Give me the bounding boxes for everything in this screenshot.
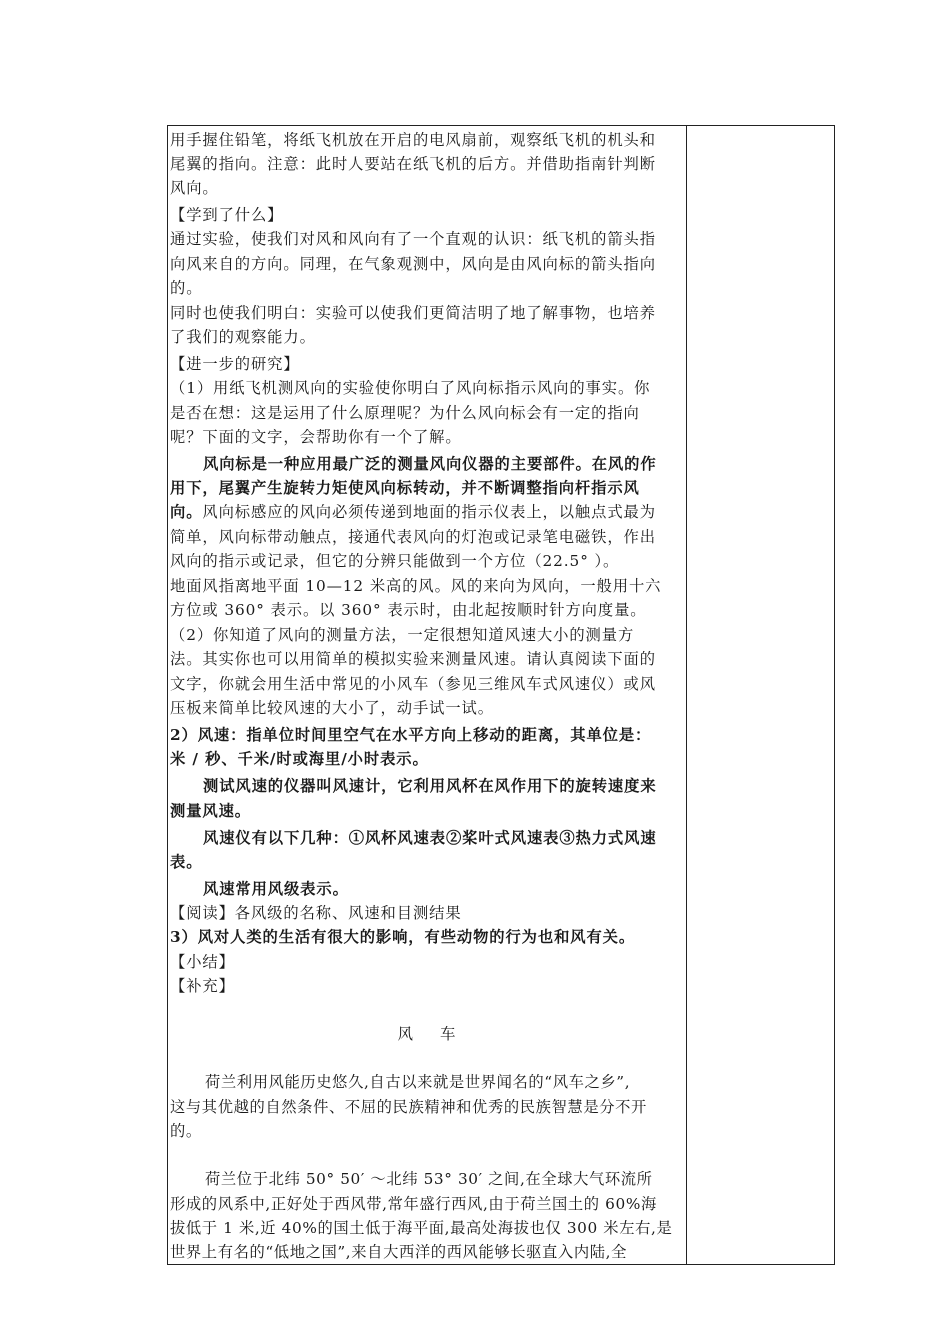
bold-text-line: 风速仪有以下几种：①风杯风速表②桨叶式风速表③热力式风速: [203, 829, 657, 847]
article-line: 荷兰位于北纬 50° 50′ ～北纬 53° 30′ 之间,在全球大气环流所: [205, 1170, 653, 1188]
text-line: 法。其实你也可以用简单的模拟实验来测量风速。请认真阅读下面的: [170, 650, 656, 668]
text-line: 文字，你就会用生活中常见的小风车（参见三维风车式风速仪）或风: [170, 675, 656, 693]
summary-heading: 【小结】: [170, 953, 235, 971]
text-line: （2）你知道了风向的测量方法，一定很想知道风速大小的测量方: [170, 626, 635, 644]
text-line: 风向。: [170, 179, 219, 197]
supplement-heading: 【补充】: [170, 977, 235, 995]
content-column: [168, 126, 686, 1264]
text-line: 压板来简单比较风速的大小了，动手试一试。: [170, 699, 494, 717]
text-line: 地面风指离地平面 10—12 米高的风。风的来向为风向，一般用十六: [170, 577, 662, 595]
bold-text-line: 用下，尾翼产生旋转力矩使风向标转动，并不断调整指向杆指示风: [170, 479, 640, 497]
bold-text-line: 测量风速。: [170, 802, 251, 820]
mixed-text-line: [170, 500, 656, 524]
text-line: 同时也使我们明白：实验可以使我们更简洁明了地了解事物，也培养: [170, 304, 656, 322]
bold-text-line: 表。: [170, 853, 203, 871]
text-line: （1）用纸飞机测风向的实验使你明白了风向标指示风向的事实。你: [170, 379, 651, 397]
section-heading-learned: 【学到了什么】: [170, 206, 284, 224]
lesson-table: [167, 125, 835, 1265]
bold-text-line: 3）风对人类的生活有很大的影响，有些动物的行为也和风有关。: [170, 928, 636, 946]
article-title: 风 车: [397, 1025, 457, 1043]
article-line: 世界上有名的“低地之国”,来自大西洋的西风能够长驱直入内陆,全: [170, 1243, 627, 1261]
text-line: 了我们的观察能力。: [170, 328, 316, 346]
bold-text-line: 风速常用风级表示。: [203, 880, 349, 898]
bold-text-line: 米 / 秒、千米/时或海里/小时表示。: [170, 750, 429, 768]
text-line: 是否在想：这是运用了什么原理呢？为什么风向标会有一定的指向: [170, 404, 640, 422]
bold-text-line: 2）风速：指单位时间里空气在水平方向上移动的距离，其单位是：: [170, 726, 652, 744]
text-fragment: 风向标感应的风向必须传递到地面的指示仪表上，以触点式最为: [202, 503, 656, 521]
text-line: 通过实验，使我们对风和风向有了一个直观的认识：纸飞机的箭头指: [170, 230, 656, 248]
bold-text-line: 测试风速的仪器叫风速计，它利用风杯在风作用下的旋转速度来: [203, 777, 657, 795]
text-line: 方位或 360° 表示。以 360° 表示时，由北起按顺时针方向度量。: [170, 601, 647, 619]
text-line: 的。: [170, 279, 203, 297]
bold-text-line: 风向标是一种应用最广泛的测量风向仪器的主要部件。在风的作: [203, 455, 657, 473]
text-line: 尾翼的指向。注意：此时人要站在纸飞机的后方。并借助指南针判断: [170, 155, 656, 173]
article-line: 这与其优越的自然条件、不屈的民族精神和优秀的民族智慧是分不开: [170, 1098, 647, 1116]
text-line: 风向的指示或记录，但它的分辨只能做到一个方位（22.5° ）。: [170, 552, 620, 570]
bold-fragment: 向。: [170, 503, 203, 521]
article-line: 荷兰利用风能历史悠久,自古以来就是世界闻名的“风车之乡”,: [205, 1073, 631, 1091]
article-line: 的。: [170, 1122, 202, 1140]
text-line: 简单，风向标带动触点，接通代表风向的灯泡或记录笔电磁铁，作出: [170, 528, 656, 546]
text-line: 用手握住铅笔，将纸飞机放在开启的电风扇前，观察纸飞机的机头和: [170, 131, 656, 149]
article-line: 形成的风系中,正好处于西风带,常年盛行西风,由于荷兰国土的 60%海: [170, 1195, 657, 1213]
reading-heading: 【阅读】各风级的名称、风速和目测结果: [170, 904, 462, 922]
text-line: 向风来自的方向。同理，在气象观测中，风向是由风向标的箭头指向: [170, 255, 656, 273]
article-line: 拔低于 1 米,近 40%的国土低于海平面,最高处海拔也仅 300 米左右,是: [170, 1219, 673, 1237]
notes-column: [687, 126, 834, 1264]
text-line: 呢？下面的文字，会帮助你有一个了解。: [170, 428, 462, 446]
section-heading-research: 【进一步的研究】: [170, 355, 300, 373]
